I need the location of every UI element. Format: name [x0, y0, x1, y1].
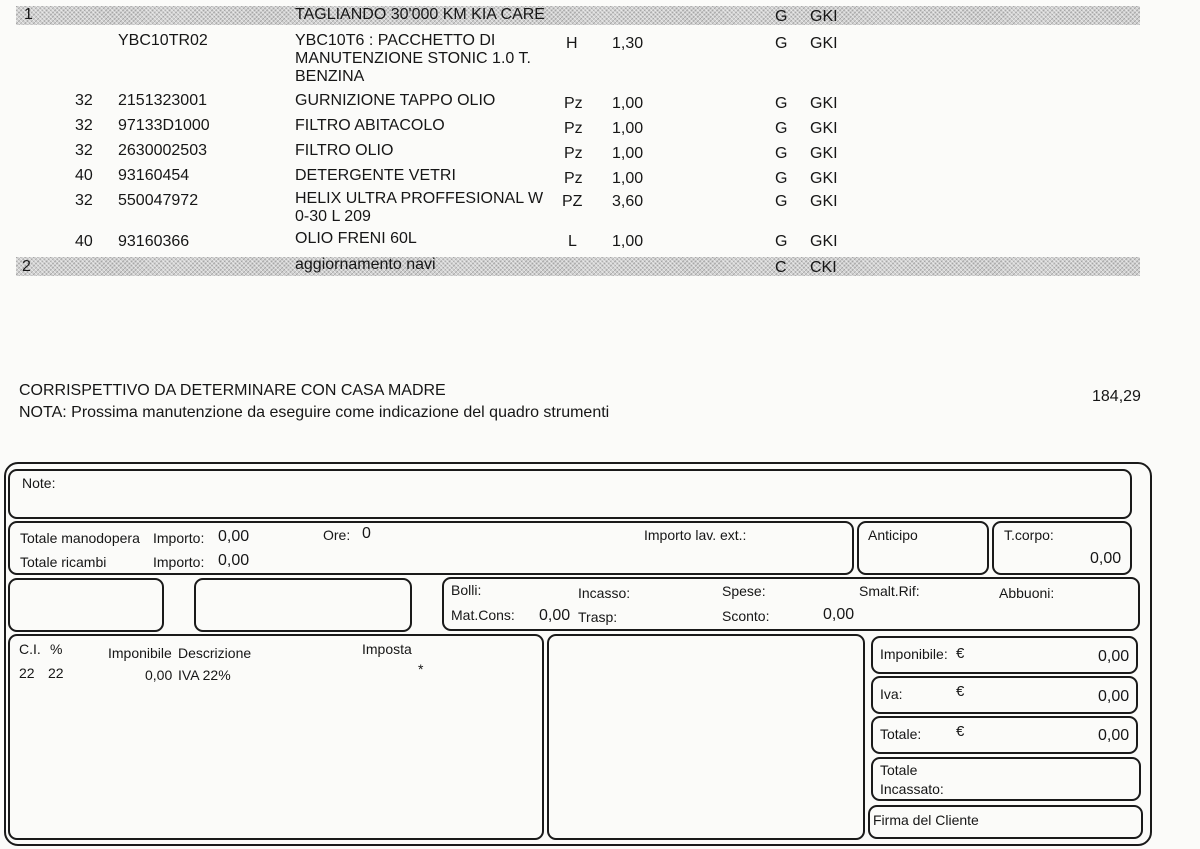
item-ref: 97133D1000	[118, 117, 210, 134]
total-manodopera-label: Totale manodopera	[20, 530, 140, 546]
blank-box-left	[8, 578, 164, 632]
mat-cons-label: Mat.Cons:	[451, 607, 515, 623]
totale-incassato-label-2: Incassato:	[880, 781, 944, 797]
bolli-label: Bolli:	[451, 582, 482, 598]
imponibile-value: 0,00	[1098, 648, 1130, 665]
item-category: 40	[75, 233, 93, 250]
note-amount: 184,29	[1092, 388, 1141, 405]
group-row-band	[16, 6, 1140, 25]
item-unit: PZ	[562, 193, 583, 210]
group-row-code: CKI	[810, 259, 837, 276]
item-ref: 93160366	[118, 233, 190, 250]
ore-label: Ore:	[323, 527, 351, 543]
vat-header-imposta: Imposta	[362, 641, 412, 657]
iva-value: 0,00	[1098, 688, 1130, 705]
group-row-number: 2	[22, 258, 31, 275]
item-desc: YBC10T6 : PACCHETTO DI	[295, 32, 496, 49]
item-desc: HELIX ULTRA PROFFESIONAL W	[295, 190, 544, 207]
item-desc-line3: BENZINA	[295, 68, 365, 85]
item-ref: 550047972	[118, 192, 199, 209]
vat-ci: 22	[19, 665, 35, 681]
imponibile-label: Imponibile:	[880, 646, 948, 662]
item-desc: FILTRO OLIO	[295, 142, 394, 159]
group-row-number: 1	[24, 6, 33, 23]
currency-symbol: €	[956, 645, 965, 662]
spese-label: Spese:	[722, 583, 766, 599]
vat-mark: *	[418, 661, 424, 677]
item-flag: G	[775, 120, 788, 137]
total-ricambi-label: Totale ricambi	[20, 554, 107, 570]
currency-symbol: €	[956, 723, 965, 740]
mat-cons-value: 0,00	[539, 607, 571, 624]
total-ricambi-value: 0,00	[218, 552, 250, 569]
item-flag: G	[775, 193, 788, 210]
vat-box	[8, 634, 544, 840]
abbuoni-label: Abbuoni:	[999, 585, 1055, 601]
totale-value: 0,00	[1098, 727, 1130, 744]
item-category: 32	[75, 92, 93, 109]
item-unit: Pz	[564, 120, 583, 137]
vat-header-pct: %	[50, 641, 63, 657]
item-ref: YBC10TR02	[118, 32, 208, 49]
anticipo-label: Anticipo	[868, 527, 918, 543]
incasso-label: Incasso:	[578, 585, 631, 601]
item-flag: G	[775, 233, 788, 250]
item-flag: G	[775, 170, 788, 187]
item-code: GKI	[810, 193, 838, 210]
total-manodopera-value: 0,00	[218, 528, 250, 545]
trasp-label: Trasp:	[578, 609, 618, 625]
item-qty: 1,30	[612, 35, 644, 52]
group-row-code: GKI	[810, 8, 838, 25]
group-row-description: TAGLIANDO 30'000 KM KIA CARE	[295, 6, 545, 23]
group-row-flag: G	[775, 8, 788, 25]
item-flag: G	[775, 145, 788, 162]
group-row-band	[16, 257, 1140, 276]
blank-box-middle	[194, 578, 412, 632]
vat-pct: 22	[48, 665, 64, 681]
currency-symbol: €	[956, 683, 965, 700]
totale-incassato-label: Totale	[880, 762, 918, 778]
item-ref: 93160454	[118, 167, 190, 184]
item-unit: Pz	[564, 145, 583, 162]
item-desc: DETERGENTE VETRI	[295, 167, 456, 184]
iva-label: Iva:	[880, 686, 903, 702]
note-line-1: CORRISPETTIVO DA DETERMINARE CON CASA MADRE	[19, 382, 446, 399]
item-desc: OLIO FRENI 60L	[295, 230, 417, 247]
item-code: GKI	[810, 95, 838, 112]
item-code: GKI	[810, 120, 838, 137]
item-code: GKI	[810, 170, 838, 187]
item-desc: GURNIZIONE TAPPO OLIO	[295, 92, 496, 109]
item-qty: 1,00	[612, 233, 644, 250]
item-category: 32	[75, 142, 93, 159]
note-label: Note:	[22, 475, 56, 491]
vat-header-ci: C.I.	[19, 641, 41, 657]
item-flag: G	[775, 95, 788, 112]
item-unit: H	[566, 35, 578, 52]
item-qty: 1,00	[612, 120, 644, 137]
item-desc-line2: MANUTENZIONE STONIC 1.0 T.	[295, 50, 531, 67]
item-flag: G	[775, 35, 788, 52]
vat-descrizione: IVA 22%	[178, 667, 231, 683]
note-box	[8, 469, 1132, 519]
firma-cliente-label: Firma del Cliente	[873, 812, 979, 828]
sconto-label: Sconto:	[722, 608, 770, 624]
ore-value: 0	[362, 525, 371, 542]
item-qty: 3,60	[612, 193, 644, 210]
note-line-2: NOTA: Prossima manutenzione da eseguire come indicazione del quadro strumenti	[19, 404, 610, 421]
item-code: GKI	[810, 35, 838, 52]
importo-label: Importo:	[153, 554, 205, 570]
vat-header-imponibile: Imponibile	[108, 645, 172, 661]
item-category: 40	[75, 167, 93, 184]
item-desc: FILTRO ABITACOLO	[295, 117, 445, 134]
item-ref: 2630002503	[118, 142, 207, 159]
item-qty: 1,00	[612, 95, 644, 112]
blank-box-center	[547, 634, 865, 840]
group-row-description: aggiornamento navi	[295, 256, 436, 273]
item-unit: Pz	[564, 95, 583, 112]
item-category: 32	[75, 192, 93, 209]
item-code: GKI	[810, 145, 838, 162]
tcorpo-label: T.corpo:	[1004, 527, 1054, 543]
item-ref: 2151323001	[118, 92, 207, 109]
totale-label: Totale:	[880, 726, 922, 742]
vat-header-descrizione: Descrizione	[178, 645, 252, 661]
sconto-value: 0,00	[823, 606, 855, 623]
item-qty: 1,00	[612, 145, 644, 162]
importo-label: Importo:	[153, 530, 205, 546]
tcorpo-value: 0,00	[1090, 550, 1122, 567]
item-code: GKI	[810, 233, 838, 250]
vat-imponibile: 0,00	[145, 667, 173, 683]
item-unit: Pz	[564, 170, 583, 187]
item-unit: L	[568, 233, 577, 250]
item-category: 32	[75, 117, 93, 134]
item-desc-line2: 0-30 L 209	[295, 208, 371, 225]
item-qty: 1,00	[612, 170, 644, 187]
importo-lav-ext-label: Importo lav. ext.:	[644, 527, 747, 543]
smalt-rif-label: Smalt.Rif:	[859, 583, 920, 599]
group-row-flag: C	[775, 259, 787, 276]
